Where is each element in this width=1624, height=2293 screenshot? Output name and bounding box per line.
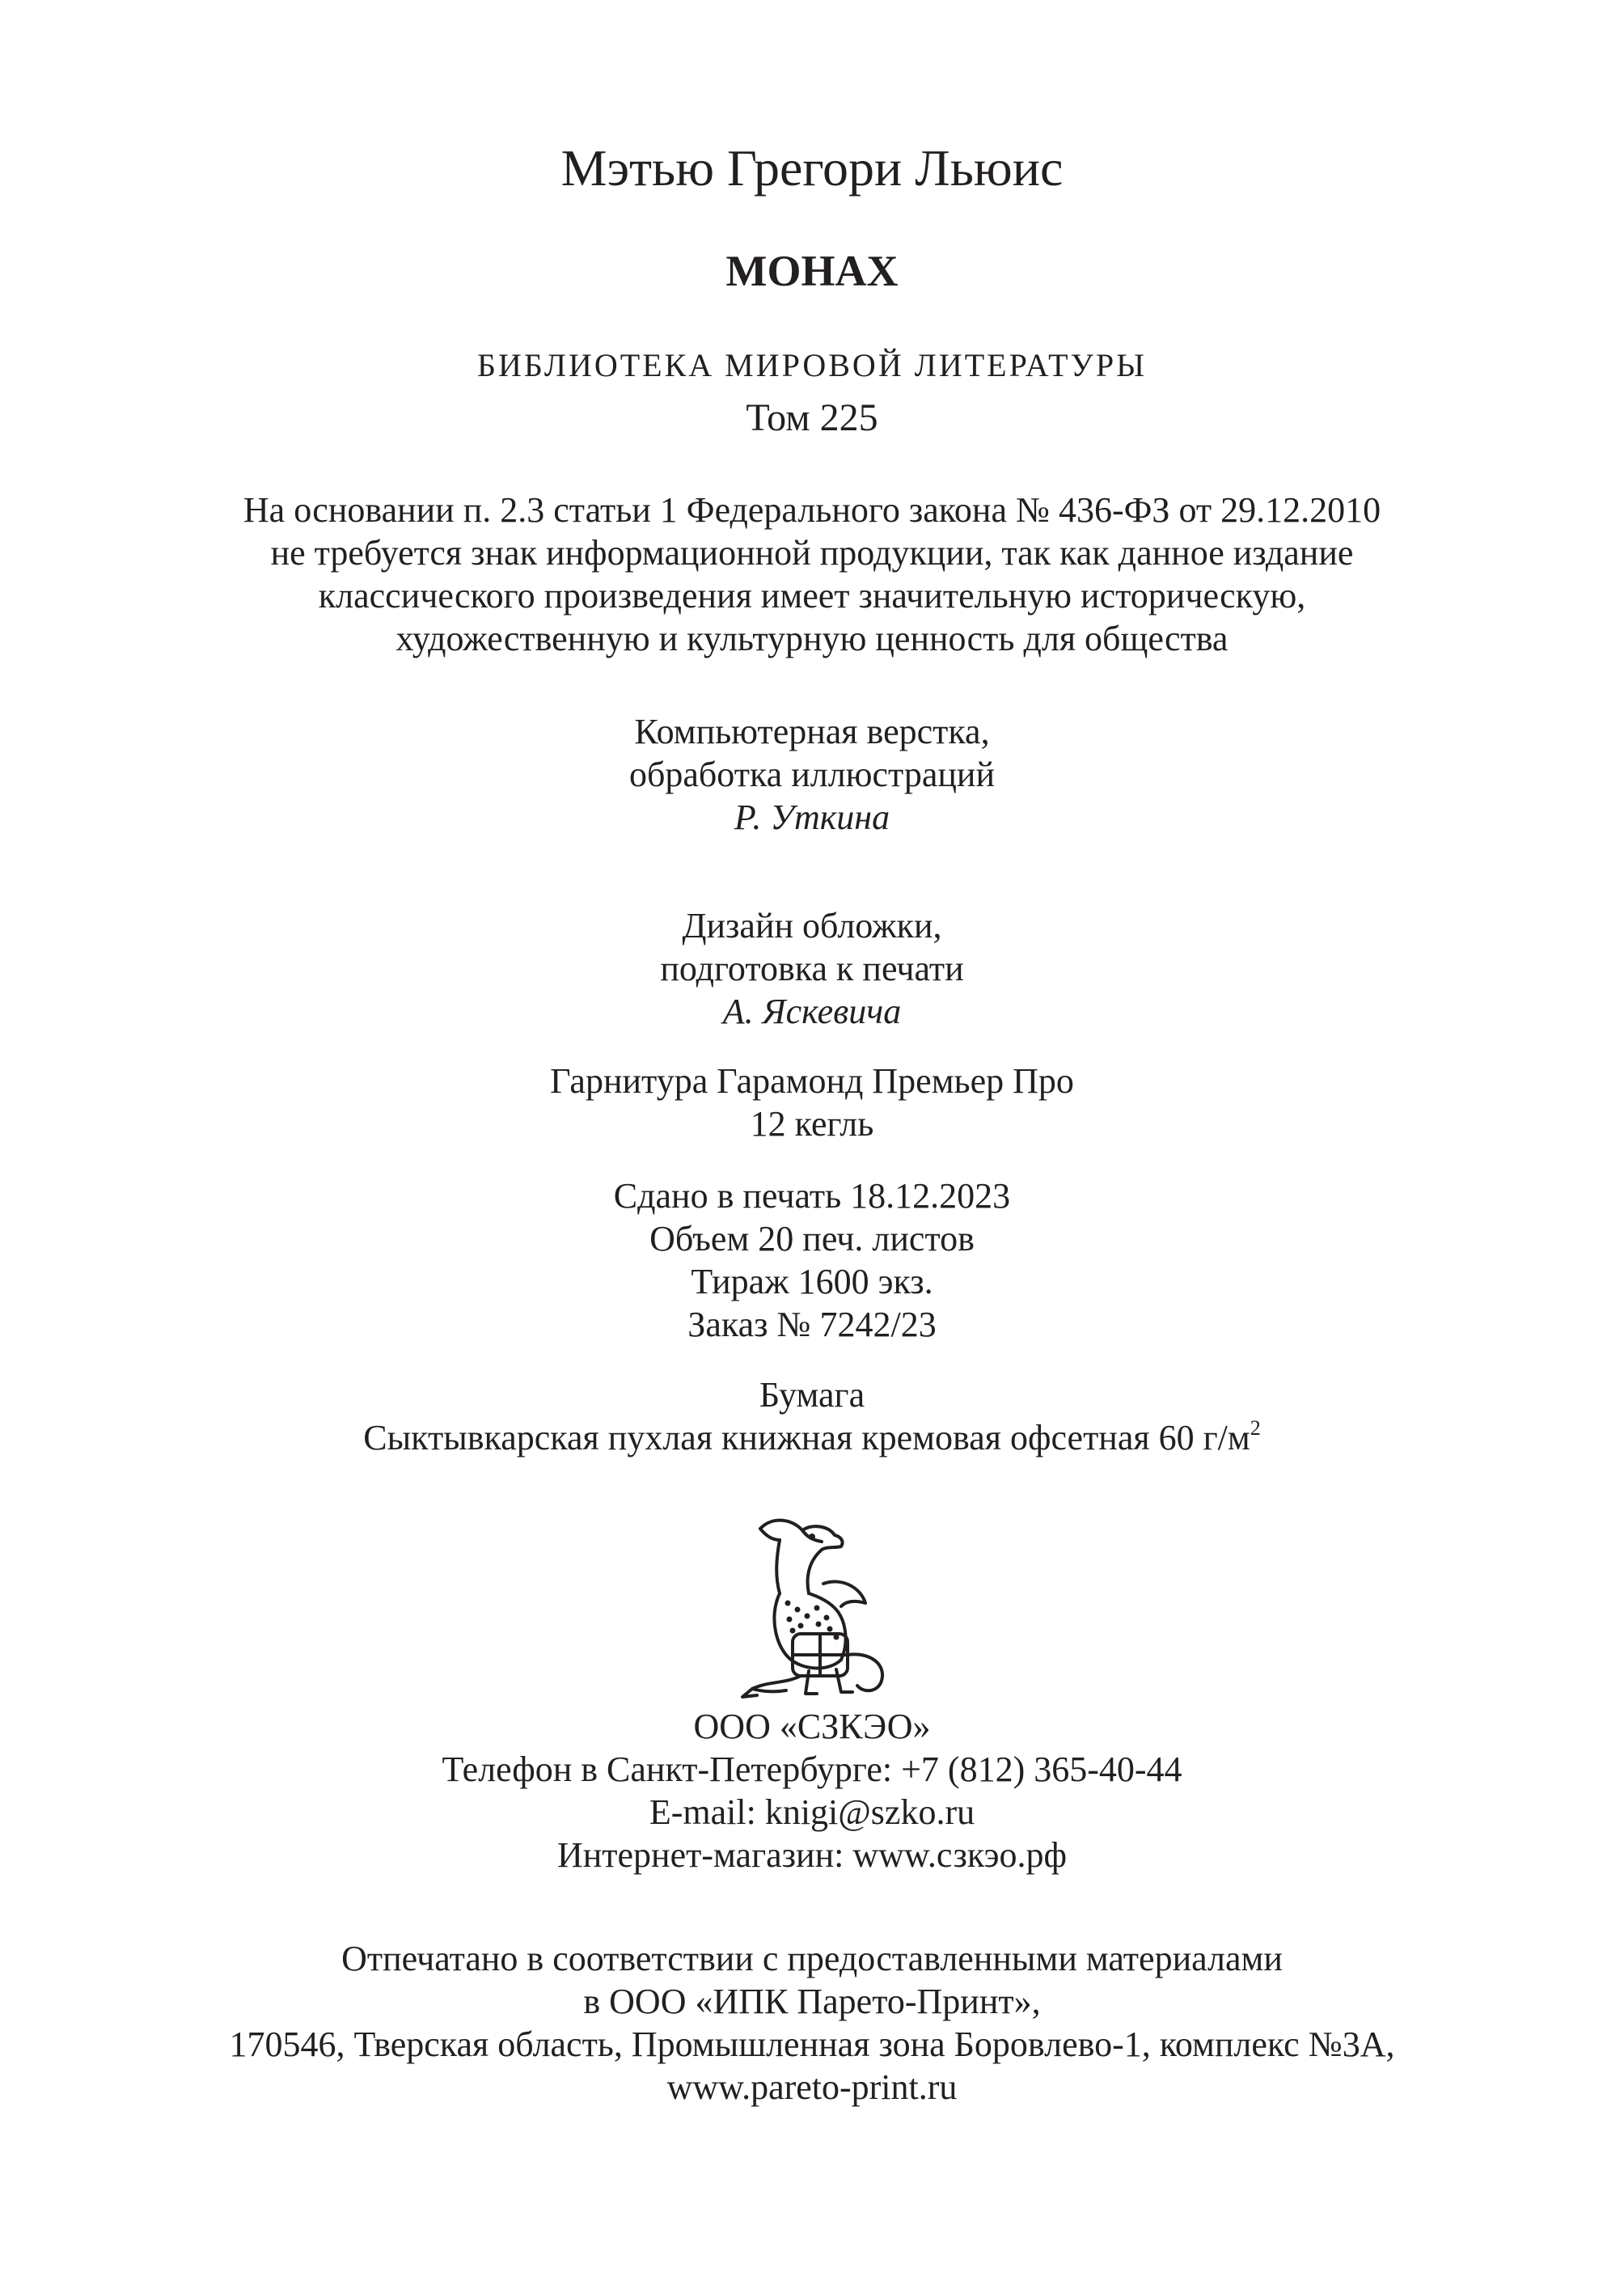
layout-credit [0, 710, 1624, 839]
legal-notice-line: классического произведения имеет значительную историческую, [318, 576, 1306, 616]
layout-credit-role: обработка иллюстраций [629, 755, 995, 794]
printer-info-line: 170546, Тверская область, Промышленная зона Боровлево-1, комплекс №3А, [229, 2024, 1395, 2064]
print-info-line: Сдано в печать 18.12.2023 [613, 1176, 1011, 1216]
print-info [0, 1174, 1624, 1346]
legal-notice-line: не требуется знак информационной продукции, так как данное издание [270, 533, 1354, 573]
printer-info-line: Отпечатано в соответствии с предоставленными материалами [341, 1939, 1283, 1978]
paper-superscript: 2 [1250, 1416, 1261, 1440]
legal-notice [0, 489, 1624, 660]
legal-notice-line: На основании п. 2.3 статьи 1 Федерального закона № 436-ФЗ от 29.12.2010 [243, 490, 1381, 530]
author-name: Мэтью Грегори Льюис [560, 139, 1064, 197]
print-info-line: Тираж 1600 экз. [691, 1262, 933, 1301]
design-credit-role: подготовка к печати [660, 949, 964, 988]
print-info-line: Заказ № 7242/23 [687, 1305, 937, 1344]
print-info-line: Объем 20 печ. листов [649, 1219, 975, 1259]
typeface-info [0, 1060, 1624, 1145]
publisher-info [0, 1705, 1624, 1876]
typeface-line: 12 кегль [750, 1104, 874, 1144]
publisher-phone: Телефон в Санкт-Петербурге: +7 (812) 365-40-44 [442, 1749, 1182, 1789]
layout-credit-name: Р. Уткина [734, 797, 890, 837]
paper-info [0, 1373, 1624, 1459]
series-name: БИБЛИОТЕКА МИРОВОЙ ЛИТЕРАТУРЫ [477, 347, 1147, 383]
legal-notice-line: художественную и культурную ценность для общества [395, 619, 1229, 658]
printer-info-line: в ООО «ИПК Парето-Принт», [583, 1982, 1041, 2021]
layout-credit-role: Компьютерная верстка, [634, 712, 990, 751]
paper-description-text: Сыктывкарская пухлая книжная кремовая офсетная 60 г/м [363, 1418, 1250, 1457]
dragon-emblem-icon [728, 1512, 906, 1703]
publisher-email: E-mail: knigi@szko.ru [649, 1792, 975, 1832]
design-credit-role: Дизайн обложки, [682, 906, 942, 946]
paper-description [0, 1416, 1624, 1459]
printer-info-line: www.pareto-print.ru [666, 2067, 958, 2107]
design-credit [0, 904, 1624, 1033]
volume-number: Том 225 [746, 396, 878, 439]
typeface-line: Гарнитура Гарамонд Премьер Про [550, 1061, 1074, 1101]
publisher-website: Интернет-магазин: www.сзкэо.рф [556, 1835, 1068, 1875]
book-title: МОНАХ [725, 247, 899, 295]
publisher-name: ООО «СЗКЭО» [693, 1707, 931, 1746]
printer-info [0, 1937, 1624, 2109]
design-credit-name: А. Яскевича [722, 992, 902, 1031]
paper-label: Бумага [759, 1375, 865, 1415]
